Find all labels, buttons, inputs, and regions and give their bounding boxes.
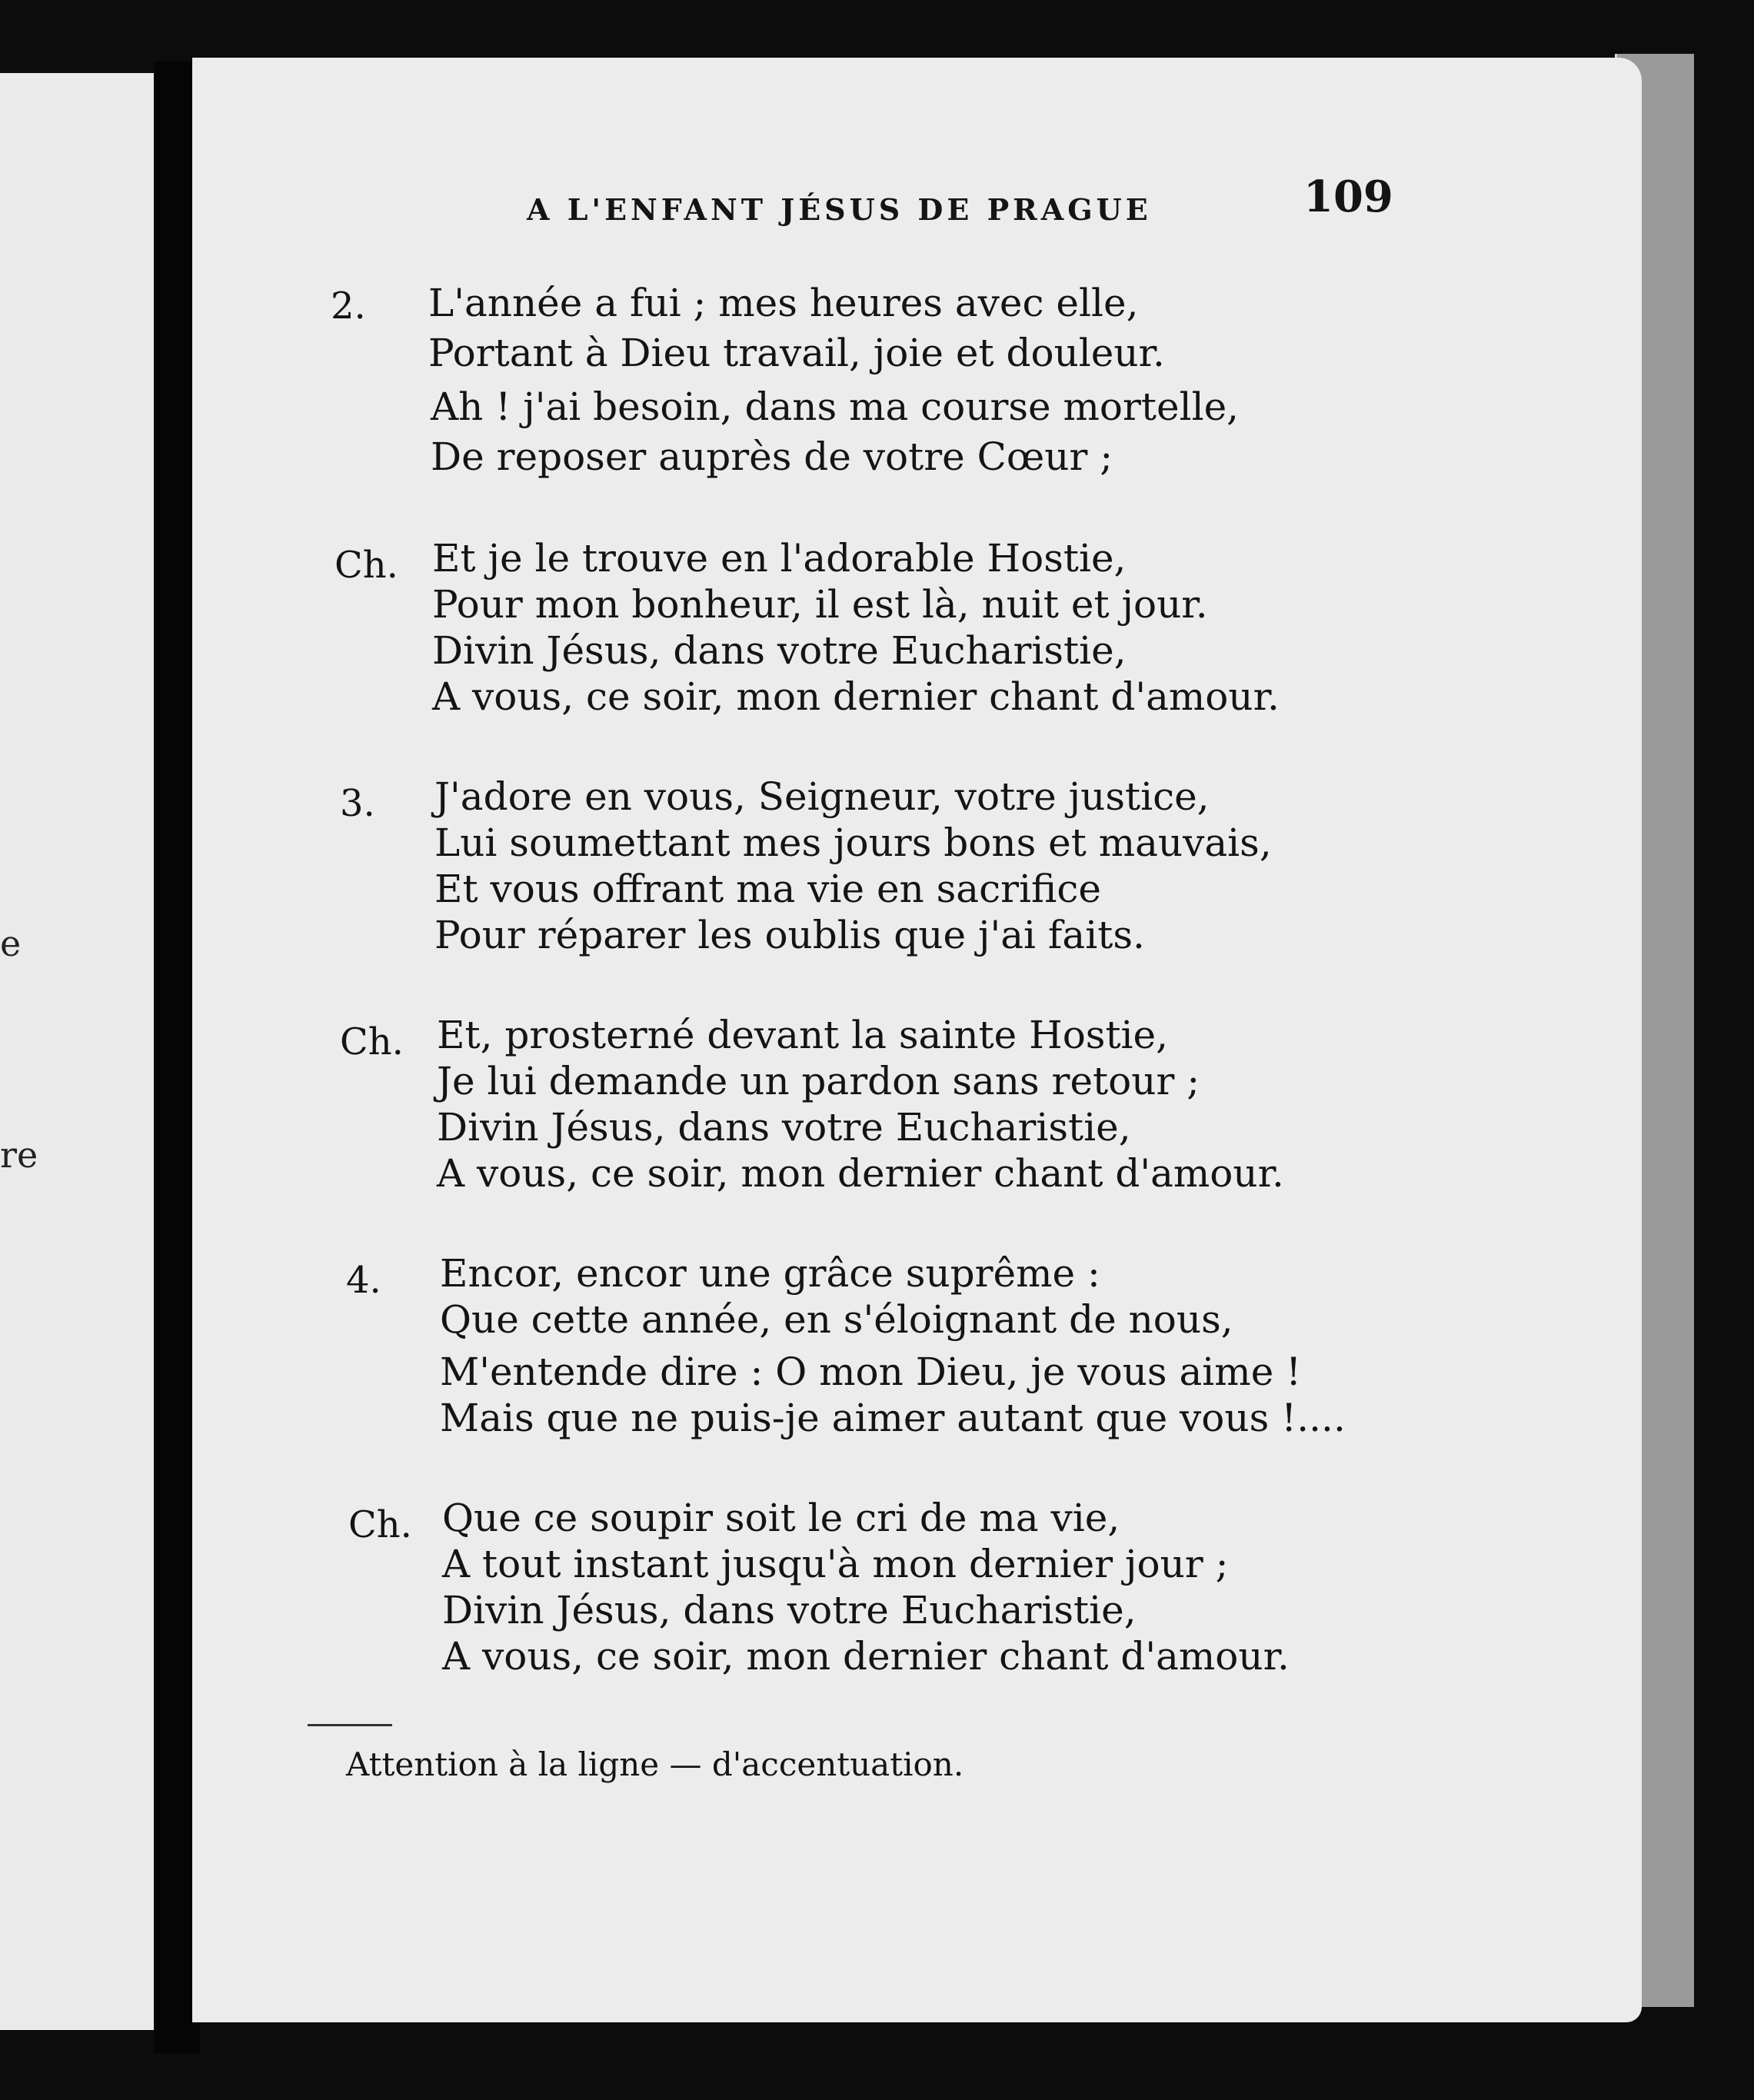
- verse-line: Et, prosterné devant la sainte Hostie,: [437, 1013, 1169, 1057]
- verse-line: A vous, ce soir, mon dernier chant d'amour.: [437, 1151, 1284, 1196]
- verse-line: Encor, encor une grâce suprême :: [440, 1251, 1100, 1296]
- page-number: 109: [1303, 171, 1393, 222]
- verse-line: Ah ! j'ai besoin, dans ma course mortelle,: [431, 384, 1240, 429]
- verse-line: Lui soumettant mes jours bons et mauvais,: [434, 820, 1272, 865]
- verse-line: A vous, ce soir, mon dernier chant d'amour.: [442, 1634, 1290, 1679]
- chorus-label: Ch.: [348, 1503, 412, 1546]
- facing-page-fragment: e: [0, 923, 22, 964]
- verse-line: J'adore en vous, Seigneur, votre justice,: [434, 774, 1210, 819]
- stanza-label: 3.: [340, 782, 375, 825]
- verse-line: Divin Jésus, dans votre Eucharistie,: [437, 1105, 1131, 1150]
- stanza-label: 4.: [346, 1259, 381, 1302]
- footnote-rule: [308, 1724, 392, 1726]
- verse-line: A vous, ce soir, mon dernier chant d'amour.: [432, 674, 1280, 719]
- chorus-label: Ch.: [334, 544, 398, 587]
- verse-line: Que cette année, en s'éloignant de nous,: [440, 1297, 1233, 1342]
- stanza-label: 2.: [331, 285, 366, 328]
- facing-page: [0, 73, 165, 2030]
- verse-line: Pour réparer les oublis que j'ai faits.: [434, 913, 1145, 957]
- verse-line: Et vous offrant ma vie en sacrifice: [434, 867, 1101, 911]
- verse-line: Pour mon bonheur, il est là, nuit et jour.: [432, 582, 1208, 627]
- verse-line: Et je le trouve en l'adorable Hostie,: [432, 536, 1127, 581]
- chorus-label: Ch.: [340, 1020, 404, 1063]
- verse-line: L'année a fui ; mes heures avec elle,: [428, 281, 1139, 325]
- verse-line: A tout instant jusqu'à mon dernier jour ;: [442, 1542, 1229, 1586]
- verse-line: De reposer auprès de votre Cœur ;: [431, 434, 1113, 479]
- verse-line: Que ce soupir soit le cri de ma vie,: [442, 1496, 1120, 1540]
- facing-page-fragment: re: [0, 1134, 38, 1176]
- book-page: [192, 58, 1642, 2022]
- verse-line: Je lui demande un pardon sans retour ;: [437, 1059, 1200, 1103]
- running-head: A L'ENFANT JÉSUS DE PRAGUE: [527, 192, 1152, 227]
- verse-line: Portant à Dieu travail, joie et douleur.: [428, 331, 1165, 375]
- verse-line: Mais que ne puis-je aimer autant que vous !....: [440, 1396, 1346, 1440]
- footnote: Attention à la ligne — d'accentuation.: [346, 1746, 964, 1783]
- verse-line: M'entende dire : O mon Dieu, je vous aime !: [440, 1350, 1302, 1394]
- verse-line: Divin Jésus, dans votre Eucharistie,: [442, 1588, 1137, 1632]
- verse-line: Divin Jésus, dans votre Eucharistie,: [432, 628, 1127, 673]
